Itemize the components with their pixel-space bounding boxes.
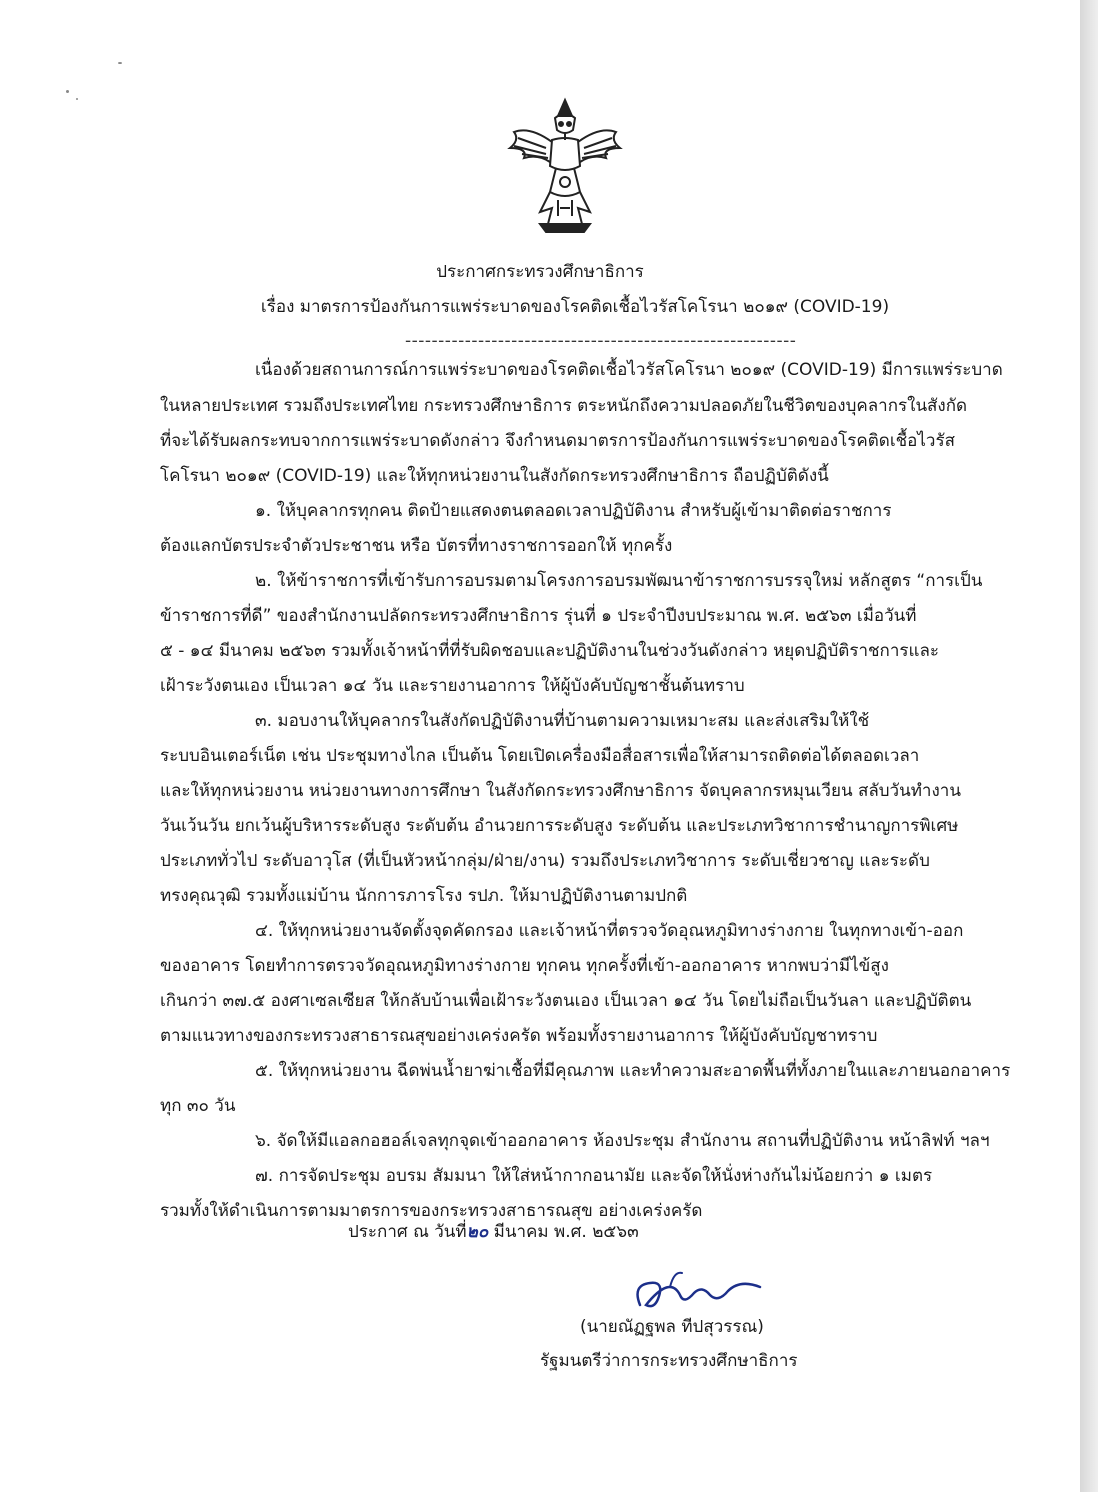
body-line: ตามแนวทางของกระทรวงสาธารณสุขอย่างเคร่งครัด พร้อมทั้งรายงานอาการ ให้ผู้บังคับบัญชาทราบ bbox=[160, 1026, 878, 1046]
body-line: เนื่องด้วยสถานการณ์การแพร่ระบาดของโรคติดเชื้อไวรัสโคโรนา ๒๐๑๙ (COVID-19) มีการแพร่ระบาด bbox=[255, 360, 1003, 380]
body-line: ต้องแลกบัตรประจำตัวประชาชน หรือ บัตรที่ทางราชการออกให้ ทุกครั้ง bbox=[160, 536, 673, 556]
body-line: ๕ - ๑๔ มีนาคม ๒๕๖๓ รวมทั้งเจ้าหน้าที่ที่รับผิดชอบและปฏิบัติงานในช่วงวันดังกล่าว หยุดปฏิบัติราชการและ bbox=[160, 641, 940, 661]
scan-speck bbox=[76, 98, 78, 100]
body-line: ๗. การจัดประชุม อบรม สัมมนา ให้ใส่หน้ากากอนามัย และจัดให้นั่งห่างกันไม่น้อยกว่า ๑ เมตร bbox=[255, 1166, 933, 1186]
body-line: และให้ทุกหน่วยงาน หน่วยงานทางการศึกษา ในสังกัดกระทรวงศึกษาธิการ จัดบุคลากรหมุนเวียน สลับวันทำงาน bbox=[160, 781, 961, 801]
page-edge bbox=[1080, 0, 1098, 1492]
separator-line: ----------------------------------------------------------- bbox=[405, 331, 797, 351]
body-line: ของอาคาร โดยทำการตรวจวัดอุณหภูมิทางร่างกาย ทุกคน ทุกครั้งที่เข้า-ออกอาคาร หากพบว่ามีไข้สูง bbox=[160, 956, 889, 976]
body-line: รวมทั้งให้ดำเนินการตามมาตรการของกระทรวงสาธารณสุข อย่างเคร่งครัด bbox=[160, 1201, 703, 1221]
document-subject: เรื่อง มาตรการป้องกันการแพร่ระบาดของโรคติดเชื้อไวรัสโคโรนา ๒๐๑๙ (COVID-19) bbox=[260, 297, 890, 317]
date-prefix: ประกาศ ณ วันที่ bbox=[348, 1222, 467, 1242]
date-day-handwritten: ๒๐ bbox=[466, 1222, 489, 1242]
body-line: ๑. ให้บุคลากรทุกคน ติดป้ายแสดงตนตลอดเวลาปฏิบัติงาน สำหรับผู้เข้ามาติดต่อราชการ bbox=[255, 501, 892, 521]
body-line: ทรงคุณวุฒิ รวมทั้งแม่บ้าน นักการภารโรง รปภ. ให้มาปฏิบัติงานตามปกติ bbox=[160, 886, 688, 906]
body-line: ๖. จัดให้มีแอลกอฮอล์เจลทุกจุดเข้าออกอาคาร ห้องประชุม สำนักงาน สถานที่ปฏิบัติงาน หน้าลิฟท์ ฯลฯ bbox=[255, 1131, 990, 1151]
body-line: ๔. ให้ทุกหน่วยงานจัดตั้งจุดคัดกรอง และเจ้าหน้าที่ตรวจวัดอุณหภูมิทางร่างกาย ในทุกทางเข้า-ออก bbox=[255, 921, 964, 941]
announcement-date bbox=[348, 1221, 639, 1243]
body-line: โคโรนา ๒๐๑๙ (COVID-19) และให้ทุกหน่วยงานในสังกัดกระทรวงศึกษาธิการ ถือปฏิบัติดังนี้ bbox=[160, 466, 829, 486]
body-line: ข้าราชการที่ดี” ของสำนักงานปลัดกระทรวงศึกษาธิการ รุ่นที่ ๑ ประจำปีงบประมาณ พ.ศ. ๒๕๖๓ เมื่อวันที่ bbox=[160, 606, 917, 626]
garuda-emblem bbox=[500, 96, 630, 236]
body-line: ประเภททั่วไป ระดับอาวุโส (ที่เป็นหัวหน้ากลุ่ม/ฝ่าย/งาน) รวมถึงประเภทวิชาการ ระดับเชี่ยวชาญ และระดับ bbox=[160, 851, 930, 871]
body-line: เกินกว่า ๓๗.๕ องศาเซลเซียส ให้กลับบ้านเพื่อเฝ้าระวังตนเอง เป็นเวลา ๑๔ วัน โดยไม่ถือเป็นวันลา และปฏิบัติตน bbox=[160, 991, 972, 1011]
body-line: ๕. ให้ทุกหน่วยงาน ฉีดพ่นน้ำยาฆ่าเชื้อที่มีคุณภาพ และทำความสะอาดพื้นที่ทั้งภายในและภายนอกอาคาร bbox=[255, 1061, 1011, 1081]
scan-speck bbox=[118, 62, 122, 64]
scan-speck bbox=[66, 90, 69, 93]
body-line: ระบบอินเตอร์เน็ต เช่น ประชุมทางไกล เป็นต้น โดยเปิดเครื่องมือสื่อสารเพื่อให้สามารถติดต่อได้ตลอดเวลา bbox=[160, 746, 920, 766]
body-line: ๓. มอบงานให้บุคลากรในสังกัดปฏิบัติงานที่บ้านตามความเหมาะสม และส่งเสริมให้ใช้ bbox=[255, 711, 870, 731]
signatory-name: (นายณัฏฐพล ทีปสุวรรณ) bbox=[580, 1317, 764, 1337]
body-line: เฝ้าระวังตนเอง เป็นเวลา ๑๔ วัน และรายงานอาการ ให้ผู้บังคับบัญชาชั้นต้นทราบ bbox=[160, 676, 745, 696]
body-line: ทุก ๓๐ วัน bbox=[160, 1096, 236, 1116]
body-line: ในหลายประเทศ รวมถึงประเทศไทย กระทรวงศึกษาธิการ ตระหนักถึงความปลอดภัยในชีวิตของบุคลากรในสังกัด bbox=[160, 396, 968, 416]
body-line: ๒. ให้ข้าราชการที่เข้ารับการอบรมตามโครงการอบรมพัฒนาข้าราชการบรรจุใหม่ หลักสูตร “การเป็น bbox=[255, 571, 983, 591]
body-line: วันเว้นวัน ยกเว้นผู้บริหารระดับสูง ระดับต้น อำนวยการระดับสูง ระดับต้น และประเภทวิชาการชำนาญการพิเศษ bbox=[160, 816, 959, 836]
document-title: ประกาศกระทรวงศึกษาธิการ bbox=[436, 262, 644, 282]
date-suffix: มีนาคม พ.ศ. ๒๕๖๓ bbox=[488, 1222, 639, 1242]
body-line: ที่จะได้รับผลกระทบจากการแพร่ระบาดดังกล่าว จึงกำหนดมาตรการป้องกันการแพร่ระบาดของโรคติดเชื้อไวรัส bbox=[160, 431, 955, 451]
signatory-position: รัฐมนตรีว่าการกระทรวงศึกษาธิการ bbox=[540, 1351, 798, 1371]
